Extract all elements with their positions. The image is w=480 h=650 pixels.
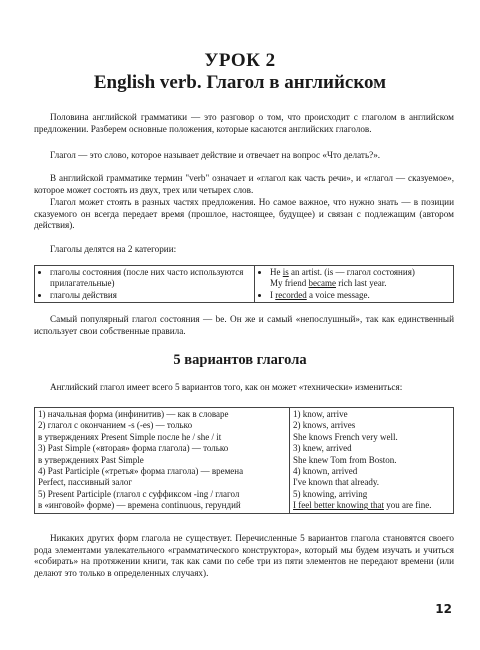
list-item: 4) Past Participle («третья» форма глагола) — времена [38, 466, 244, 477]
forms-examples-cell [290, 408, 454, 514]
list-item: 3) knew, arrived [293, 443, 352, 454]
final-paragraph: Никаких других форм глагола не существует. Перечисленные 5 вариантов глагола становятся своего рода элементами увлекательного «грамматического конструктора», который мы будем изучать и учиться «собирать» на протяжении книги, так как сами по себе три из пяти элементов не передают времени (или делают это только в определенных случаях). [34, 533, 454, 578]
example-verb: became [308, 278, 336, 289]
intro-paragraph-1: Половина английской грамматики — это разговор о том, что происходит с глаголом в английском предложении. Разберем основные положения, которые касаются английских глаголов. [34, 112, 454, 134]
example-text: an artist. (is — глагол состояния) [288, 267, 415, 277]
list-item: She knew Tom from Boston. [293, 454, 397, 465]
example-text: My friend [270, 278, 309, 289]
list-item: 1) начальная форма (инфинитив) — как в словаре [38, 409, 229, 419]
example-text: you are fine. [383, 500, 432, 511]
intro-paragraph-2: Глагол — это слово, которое называет действие и отвечает на вопрос «Что делать?». [50, 150, 381, 160]
intro-paragraph-4: Глагол может стоять в разных частях предложения. Но самое важное, что нужно знать — в позиции сказуемого он всегда передает время (прошлое, настоящее, будущее) и связан с подлежащим (автором действия). [34, 197, 454, 231]
page-number: 12 [435, 602, 452, 616]
table-row [35, 408, 454, 514]
example-verb: I feel better knowing that [293, 500, 384, 511]
list-item: в «инговой» форме) — времена continuous, герундий [38, 500, 241, 511]
list-item [293, 500, 450, 511]
table-row [35, 266, 454, 303]
list-item: I've known that already. [293, 477, 380, 488]
intro-paragraph-5: Глаголы делятся на 2 категории: [50, 244, 177, 254]
intro-paragraph-3: В английской грамматике термин "verb" означает и «глагол как часть речи», и «глагол — сказуемое», которое может состоять из двух, трех или четырех слов. [34, 173, 454, 195]
list-item: 5) knowing, arriving [293, 488, 368, 499]
example-text: I [270, 289, 276, 300]
examples-cell [255, 266, 454, 303]
list-item: • глаголы состояния (после них часто используются прилагательные) [50, 267, 251, 290]
verb-categories-table [34, 265, 454, 303]
list-item: 1) know, arrive [293, 409, 348, 419]
verb-forms-table [34, 407, 454, 514]
list-item: 3) Past Simple («вторая» форма глагола) — только [38, 443, 229, 454]
example-verb: recorded [275, 289, 307, 300]
section-heading: 5 вариантов глагола [173, 352, 307, 368]
list-item: 2) глагол с окончанием -s (-es) — только [38, 420, 193, 431]
list-item: 5) Present Participle (глагол с суффиксом -ing / глагол [38, 488, 240, 499]
example-text: rich last year. [335, 278, 387, 289]
list-item [270, 267, 450, 290]
lesson-title: English verb. Глагол в английском [93, 72, 387, 93]
list-item: 4) known, arrived [293, 466, 358, 477]
list-item: She knows French very well. [293, 431, 398, 442]
list-item: Perfect, пассивный залог [38, 477, 133, 488]
list-item: в утверждениях Present Simple после he / she / it [38, 431, 222, 442]
example-verb: is [282, 267, 289, 277]
categories-cell [35, 266, 255, 303]
list-item [270, 290, 450, 301]
popular-verb-paragraph: Самый популярный глагол состояния — be. Он же и самый «непослушный», так как единственный использует свои собственные правила. [34, 314, 454, 336]
list-item: 2) knows, arrives [293, 420, 356, 431]
list-item: • глаголы действия [50, 290, 251, 301]
example-text: He [270, 267, 283, 277]
list-item: в утверждениях Past Simple [38, 454, 144, 465]
section-intro-paragraph: Английский глагол имеет всего 5 вариантов того, как он может «технически» измениться: [50, 382, 403, 392]
lesson-heading: УРОК 2 [204, 50, 276, 71]
forms-description-cell [35, 408, 290, 514]
example-text: a voice message. [306, 289, 370, 300]
